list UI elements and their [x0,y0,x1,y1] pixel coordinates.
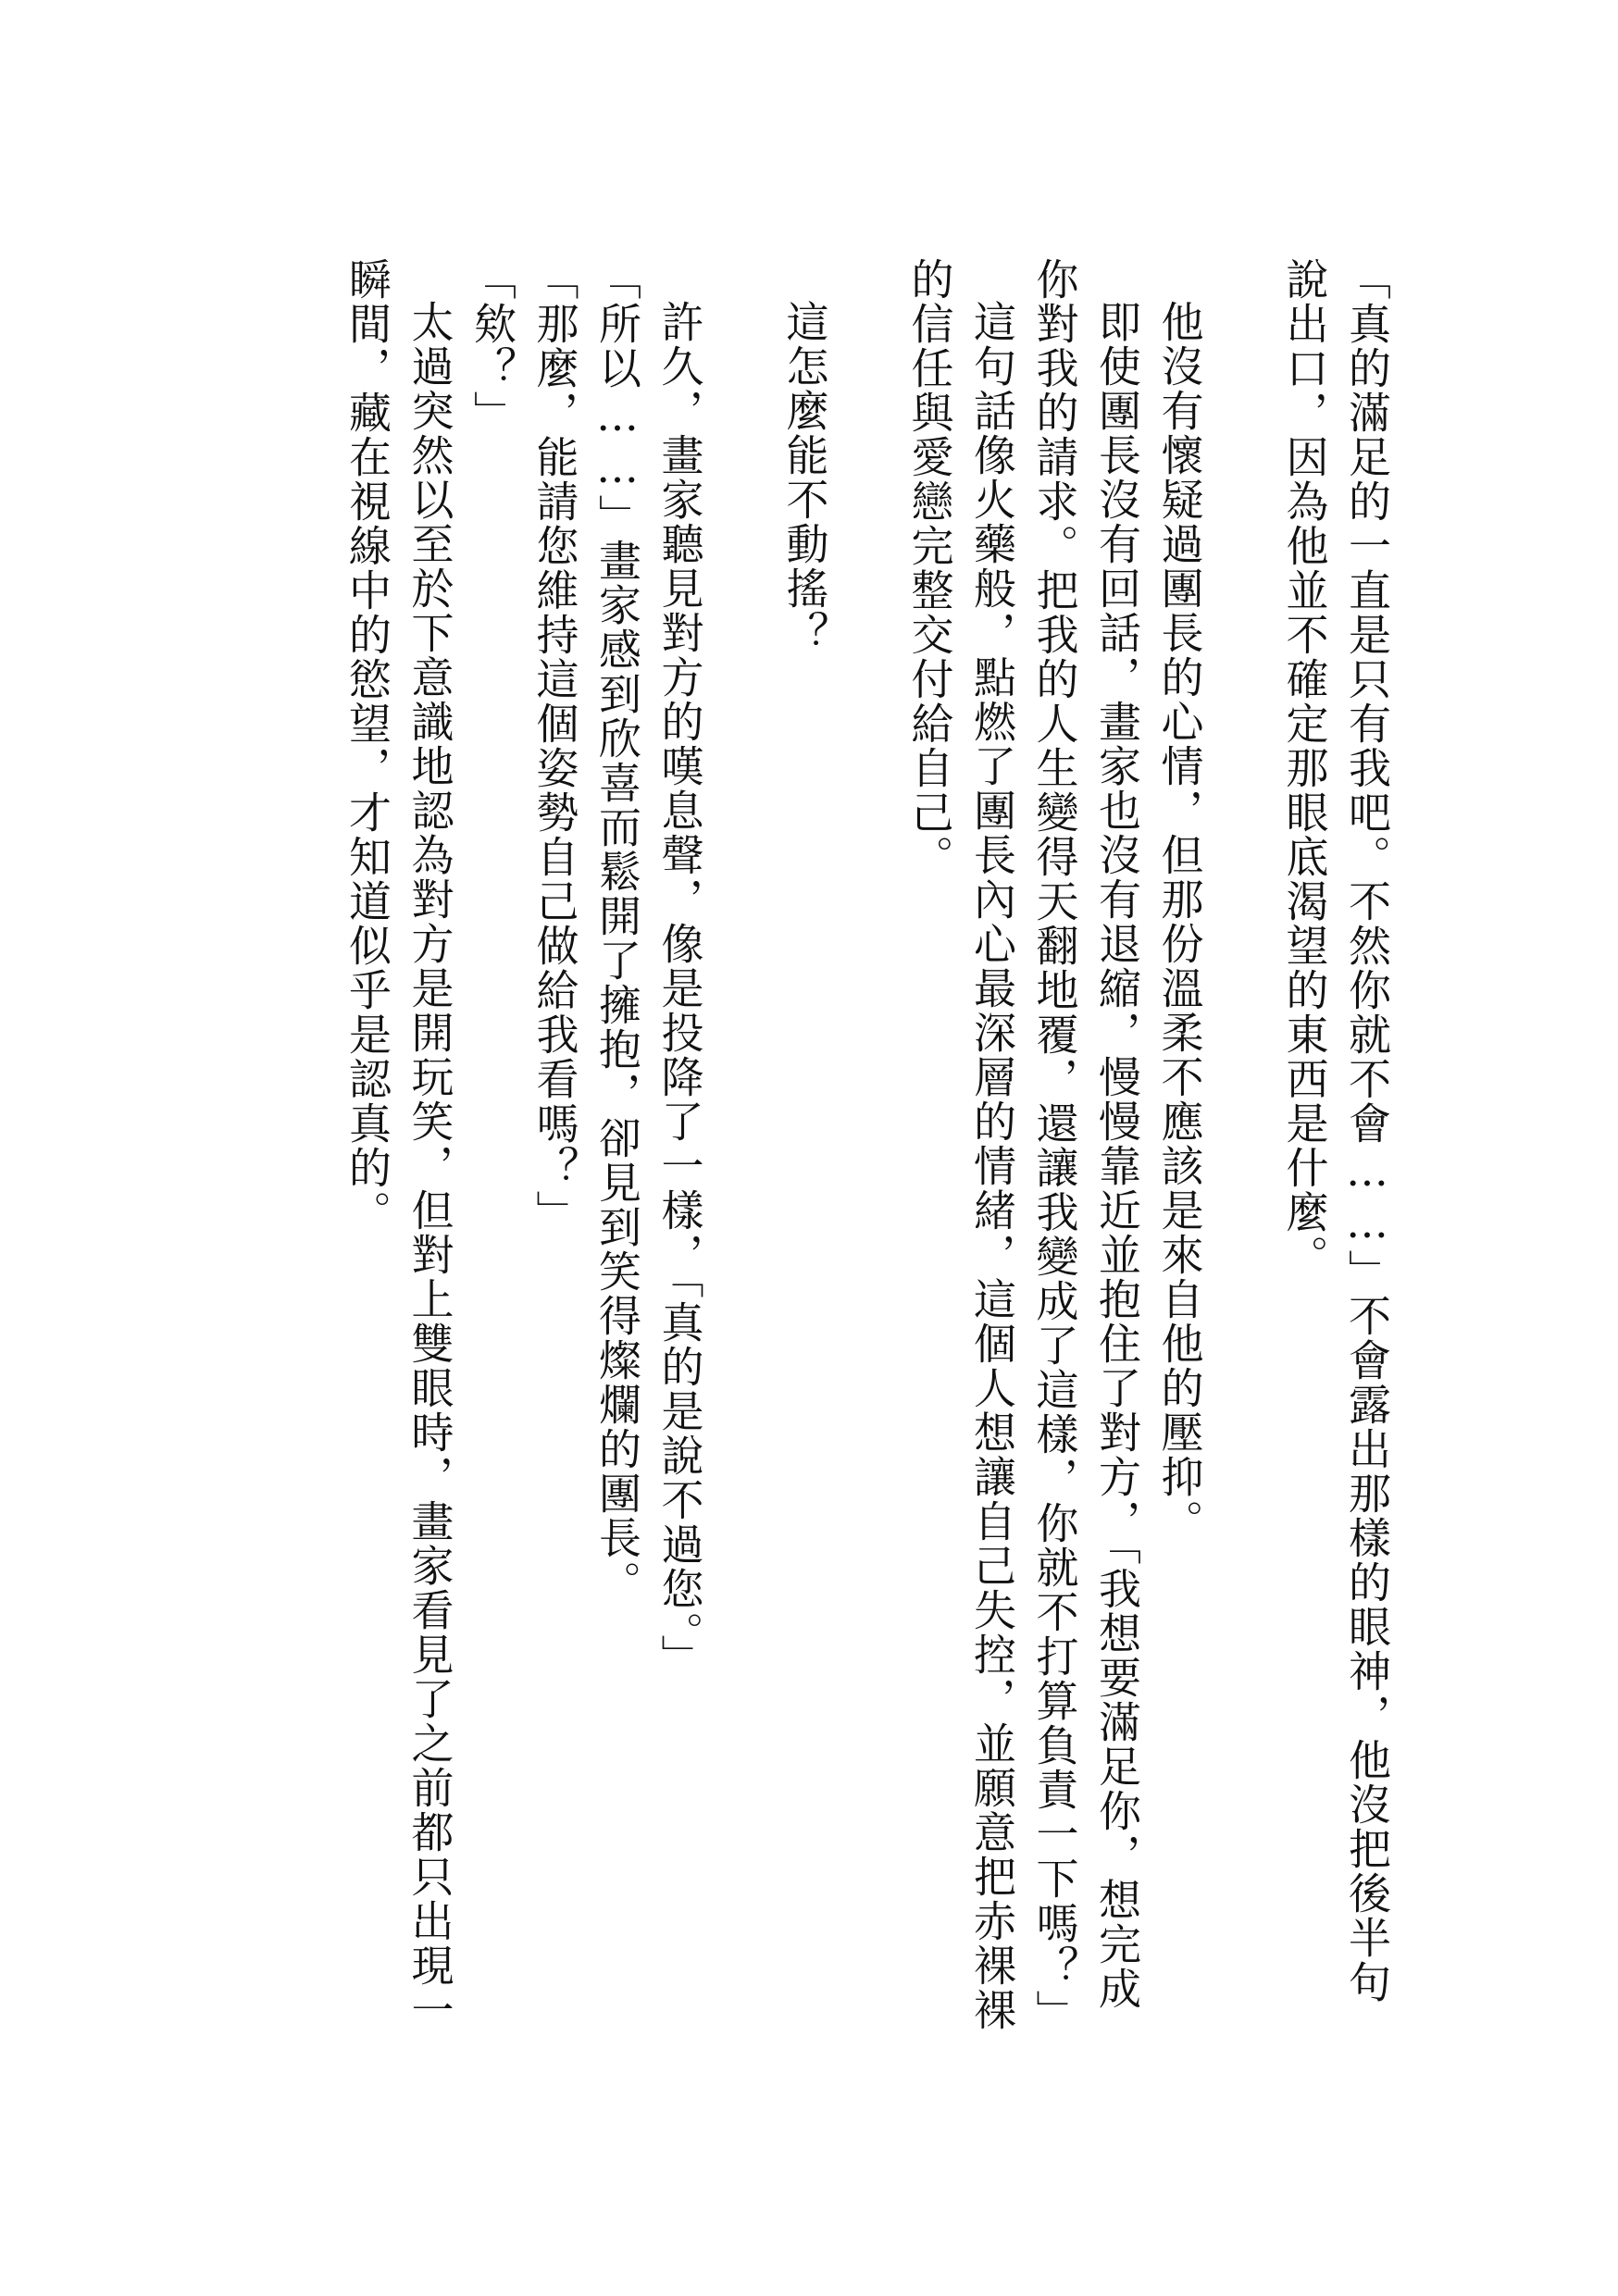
dialogue-line-1: 「所以……」畫家感到欣喜而鬆開了擁抱，卻見到笑得燦爛的團長。 [592,257,642,1605]
dialogue-line-3: 「欸？」 [467,257,517,435]
blank-line [836,257,899,2034]
paragraph-5: 這怎麼能不動搖？ [779,300,830,655]
dialogue-line-2: 「那麼，能請您維持這個姿勢自己做給我看嗎？」 [529,257,580,1235]
blank-line [1211,257,1274,2034]
paragraph-6: 許久，畫家聽見對方的嘆息聲，像是投降了一樣，「真的是說不過您。」 [654,300,705,1679]
blank-line [711,257,774,2034]
body-text [336,257,1399,2034]
paragraph-4: 這句話像火藥般，點燃了團長內心最深層的情緒，這個人想讓自己失控，並願意把赤裸裸的信任與愛戀完整交付給自己。 [904,257,1017,2032]
paragraph-7: 太過突然以至於下意識地認為對方是開玩笑，但對上雙眼時，畫家看見了之前都只出現一瞬間，藏在視線中的慾望，才知道似乎是認真的。 [342,257,455,2032]
paragraph-1: 「真的滿足的一直是只有我吧。不然你就不會……」不會露出那樣的眼神，他沒把後半句說出口，因為他並不確定那眼底渴望的東西是什麼。 [1279,257,1392,2004]
paragraph-2: 他沒有懷疑過團長的心情，但那份溫柔不應該是來自他的壓抑。 [1154,300,1205,1544]
paragraph-3: 即使團長沒有回話，畫家也沒有退縮，慢慢靠近並抱住了對方，「我想要滿足你，想完成你對我的請求。把我的人生變得天翻地覆，還讓我變成了這樣，你就不打算負責一下嗎？」 [1029,257,1142,2034]
